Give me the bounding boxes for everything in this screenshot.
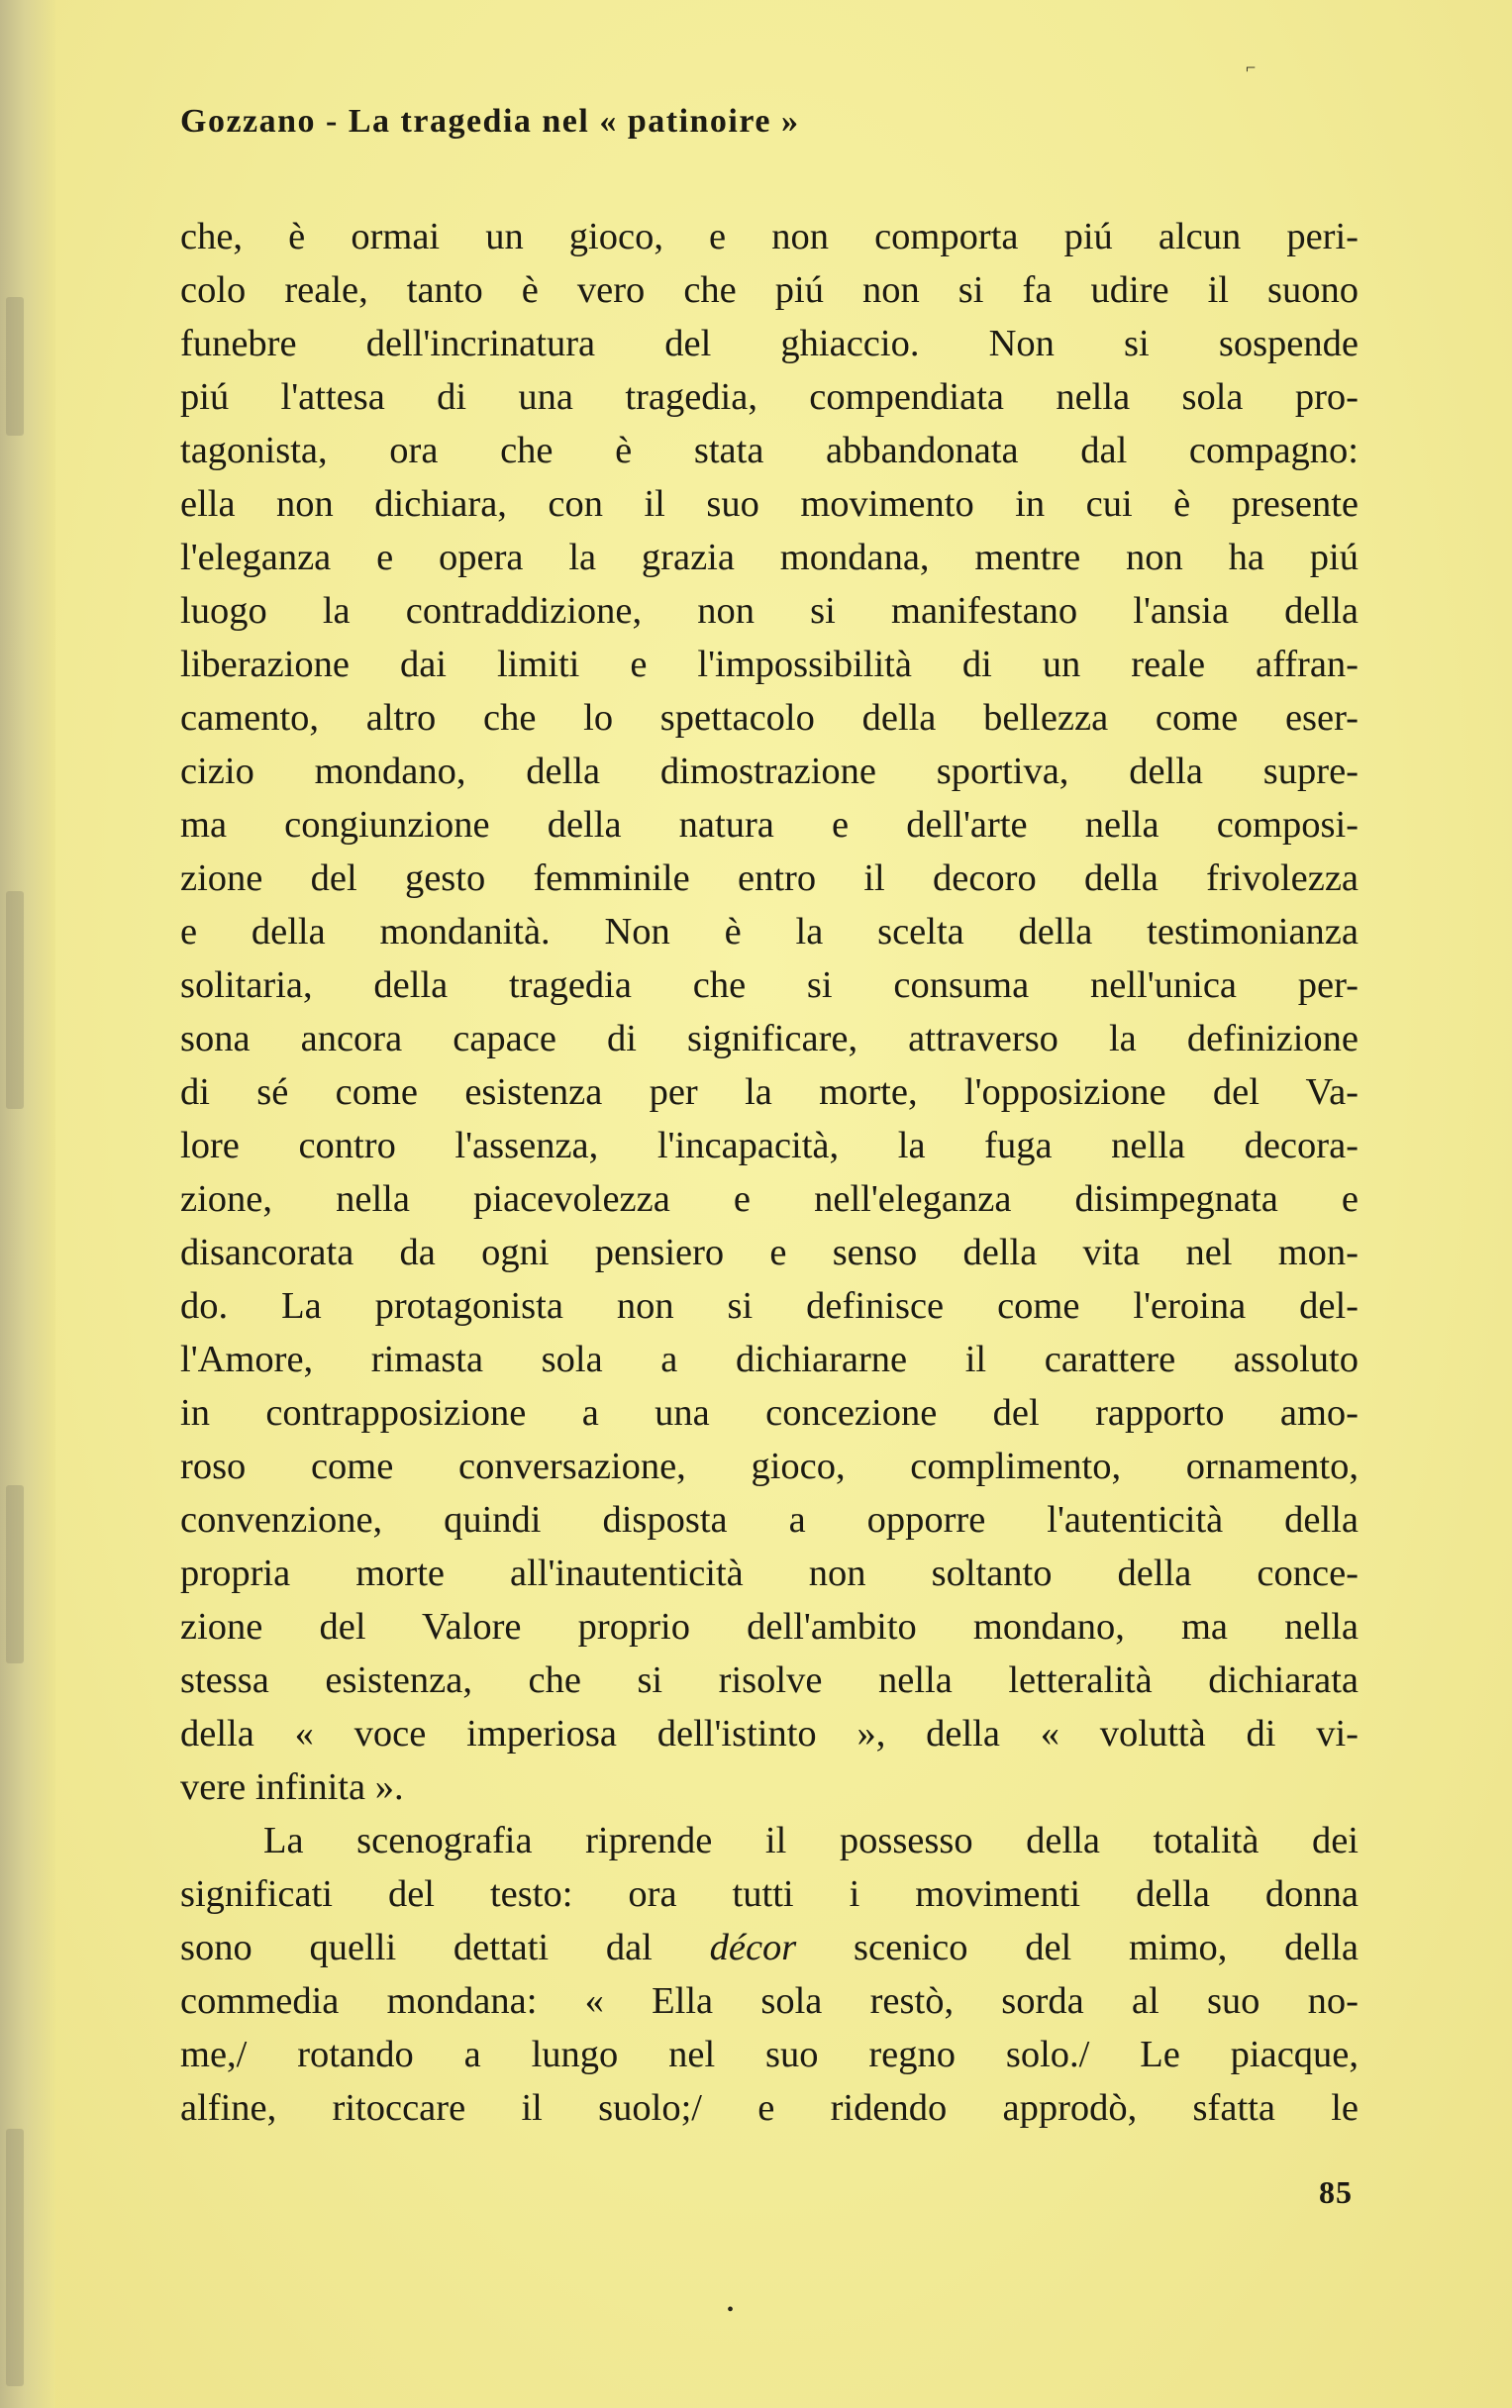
text-line: roso come conversazione, gioco, complimento, ornamento, — [180, 1446, 1359, 1487]
text-line: disancorata da ogni pensiero e senso della vita nel mon- — [180, 1232, 1359, 1273]
text-line: zione del gesto femminile entro il decoro della frivolezza — [180, 857, 1359, 899]
text-line: e della mondanità. Non è la scelta della testimonianza — [180, 911, 1359, 953]
text-line: stessa esistenza, che si risolve nella letteralità dichiarata — [180, 1659, 1359, 1701]
page-number: 85 — [1319, 2174, 1353, 2210]
text-line: colo reale, tanto è vero che piú non si fa udire il suono — [180, 269, 1359, 311]
text-line: piú l'attesa di una tragedia, compendiata nella sola pro- — [180, 376, 1359, 418]
text-line: me,/ rotando a lungo nel suo regno solo./ Le piacque, — [180, 2034, 1359, 2075]
print-speck: • — [727, 2299, 735, 2321]
spine-stain — [6, 891, 24, 1109]
body-text — [180, 210, 1359, 2135]
text-line: significati del testo: ora tutti i movimenti della donna — [180, 1873, 1359, 1915]
text-line: convenzione, quindi disposta a opporre l'autenticità della — [180, 1499, 1359, 1541]
text-line: lore contro l'assenza, l'incapacità, la fuga nella decora- — [180, 1125, 1359, 1166]
text-line: solitaria, della tragedia che si consuma nell'unica per- — [180, 964, 1359, 1006]
text-line: l'eleganza e opera la grazia mondana, mentre non ha piú — [180, 537, 1359, 578]
text-line-with-italic — [180, 1921, 1359, 1974]
text-line: propria morte all'inautenticità non soltanto della conce- — [180, 1553, 1359, 1594]
text-line: luogo la contraddizione, non si manifestano l'ansia della — [180, 590, 1359, 632]
text-line: l'Amore, rimasta sola a dichiararne il carattere assoluto — [180, 1339, 1359, 1380]
print-speck: ⌐ — [1246, 57, 1257, 77]
text-line: sona ancora capace di significare, attraverso la definizione — [180, 1018, 1359, 1059]
text-line: cizio mondano, della dimostrazione sportiva, della supre- — [180, 751, 1359, 792]
text-line: commedia mondana: « Ella sola restò, sorda al suo no- — [180, 1980, 1359, 2022]
text-line: di sé come esistenza per la morte, l'opposizione del Va- — [180, 1071, 1359, 1113]
paragraph-end-line: vere infinita ». — [180, 1766, 404, 1808]
text-line: che, è ormai un gioco, e non comporta piú alcun peri- — [180, 216, 1359, 257]
text-line: ma congiunzione della natura e dell'arte nella composi- — [180, 804, 1359, 846]
text-line: funebre dell'incrinatura del ghiaccio. Non si sospende — [180, 323, 1359, 364]
text-line: do. La protagonista non si definisce come l'eroina del- — [180, 1285, 1359, 1327]
spine-stain — [6, 2129, 24, 2386]
text-line: zione, nella piacevolezza e nell'eleganza disimpegnata e — [180, 1178, 1359, 1220]
spine-stain — [6, 1485, 24, 1663]
running-header: Gozzano - La tragedia nel « patinoire » — [180, 103, 800, 140]
text-line: alfine, ritoccare il suolo;/ e ridendo approdò, sfatta le — [180, 2087, 1359, 2129]
paragraph-start-line: La scenografia riprende il possesso della totalità dei — [263, 1820, 1359, 1861]
spine-stain — [6, 297, 24, 436]
italic-word-decor: décor — [709, 1927, 797, 1968]
text-line: zione del Valore proprio dell'ambito mondano, ma nella — [180, 1606, 1359, 1648]
text-run: scenico del mimo, della — [796, 1927, 1359, 1968]
text-line: liberazione dai limiti e l'impossibilità di un reale affran- — [180, 644, 1359, 685]
text-line: in contrapposizione a una concezione del rapporto amo- — [180, 1392, 1359, 1434]
text-line: ella non dichiara, con il suo movimento in cui è presente — [180, 483, 1359, 525]
text-run: sono quelli dettati dal — [180, 1927, 710, 1968]
text-line: camento, altro che lo spettacolo della bellezza come eser- — [180, 697, 1359, 739]
text-line: tagonista, ora che è stata abbandonata dal compagno: — [180, 430, 1359, 471]
text-line: della « voce imperiosa dell'istinto », della « voluttà di vi- — [180, 1713, 1359, 1755]
